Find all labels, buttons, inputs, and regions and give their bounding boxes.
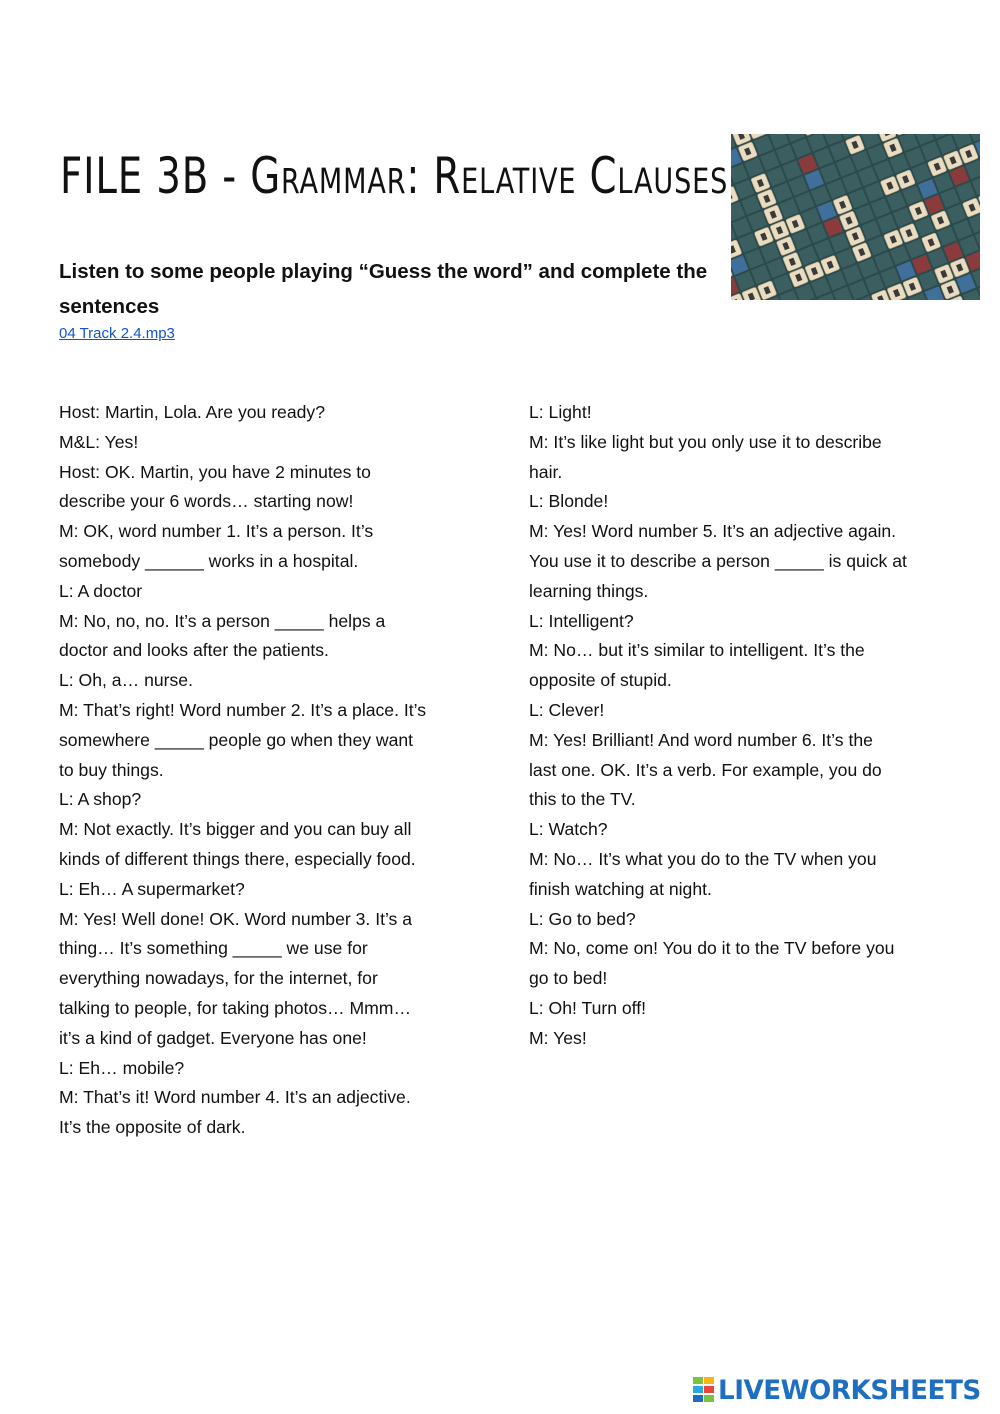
- dialogue-column-right: [529, 398, 954, 1054]
- dialogue-line: M: No… It’s what you do to the TV when you: [529, 848, 877, 869]
- dialogue-line: M: No, no, no. It’s a person _____ helps a: [59, 610, 386, 631]
- dialogue-line: M: Yes! Brilliant! And word number 6. It’s the: [529, 729, 873, 750]
- dialogue-line: L: Eh… mobile?: [59, 1057, 185, 1078]
- dialogue-line: L: Clever!: [529, 699, 605, 720]
- dialogue-line: L: A doctor: [59, 580, 143, 601]
- dialogue-line: M: Yes! Word number 5. It’s an adjective again.: [529, 521, 897, 542]
- dialogue-line: Host: OK. Martin, you have 2 minutes to: [59, 461, 371, 482]
- dialogue-line: everything nowadays, for the internet, for: [59, 968, 378, 989]
- dialogue-line: M: That’s right! Word number 2. It’s a place. It’s: [59, 699, 427, 720]
- page-title: [60, 126, 729, 226]
- dialogue-line: L: Light!: [529, 402, 592, 422]
- audio-track-link[interactable]: 04 Track 2.4.mp3: [59, 325, 175, 342]
- scrabble-board-photo: [731, 134, 980, 300]
- title-prefix: FILE 3B -: [60, 147, 251, 205]
- dialogue-line: M: It’s like light but you only use it to describe: [529, 431, 882, 452]
- dialogue-line: to buy things.: [59, 759, 164, 780]
- dialogue-line: learning things.: [529, 580, 649, 601]
- dialogue-line: finish watching at night.: [529, 878, 712, 899]
- dialogue-line: this to the TV.: [529, 789, 636, 810]
- dialogue-line: opposite of stupid.: [529, 670, 672, 691]
- dialogue-line: doctor and looks after the patients.: [59, 640, 329, 661]
- instruction-heading: Listen to some people playing “Guess the word” and complete the sentences: [59, 260, 708, 318]
- dialogue-line: hair.: [529, 461, 563, 482]
- dialogue-line: L: Oh, a… nurse.: [59, 670, 193, 691]
- dialogue-line: kinds of different things there, especially food.: [59, 848, 416, 869]
- dialogue-line: L: Watch?: [529, 819, 608, 840]
- dialogue-line: last one. OK. It’s a verb. For example, you do: [529, 759, 882, 780]
- dialogue-line: Host: Martin, Lola. Are you ready?: [59, 402, 325, 422]
- dialogue-line: M: Yes!: [529, 1027, 587, 1048]
- liveworksheets-logo-icon: [693, 1377, 715, 1403]
- dialogue-line: L: Blonde!: [529, 491, 609, 512]
- dialogue-column-left: [59, 398, 479, 1143]
- dialogue-line: L: Oh! Turn off!: [529, 997, 647, 1018]
- dialogue-line: go to bed!: [529, 968, 608, 989]
- dialogue-line: M: Not exactly. It’s bigger and you can buy all: [59, 819, 412, 840]
- liveworksheets-brand: LIVEWORKSHEETS: [718, 1374, 981, 1406]
- liveworksheets-footer: [693, 1372, 993, 1408]
- dialogue-line: You use it to describe a person _____ is quick at: [529, 550, 907, 571]
- dialogue-line: thing… It’s something _____ we use for: [59, 938, 368, 959]
- title-main: Grammar: Relative Clauses: [250, 147, 729, 205]
- dialogue-line: L: Go to bed?: [529, 908, 636, 929]
- dialogue-line: somewhere _____ people go when they want: [59, 729, 414, 750]
- dialogue-line: M: No… but it’s similar to intelligent. It’s the: [529, 640, 865, 661]
- dialogue-line: M&L: Yes!: [59, 431, 139, 452]
- dialogue-line: L: A shop?: [59, 789, 142, 810]
- dialogue-line: somebody ______ works in a hospital.: [59, 550, 359, 571]
- dialogue-line: It’s the opposite of dark.: [59, 1117, 246, 1138]
- dialogue-line: M: That’s it! Word number 4. It’s an adjective.: [59, 1087, 411, 1108]
- dialogue-line: talking to people, for taking photos… Mmm…: [59, 997, 412, 1018]
- dialogue-line: L: Intelligent?: [529, 610, 634, 631]
- dialogue-line: L: Eh… A supermarket?: [59, 878, 245, 899]
- dialogue-line: it’s a kind of gadget. Everyone has one!: [59, 1027, 367, 1048]
- dialogue-line: M: Yes! Well done! OK. Word number 3. It’s a: [59, 908, 413, 929]
- dialogue-line: describe your 6 words… starting now!: [59, 491, 354, 512]
- dialogue-line: M: OK, word number 1. It’s a person. It’s: [59, 521, 374, 542]
- dialogue-line: M: No, come on! You do it to the TV before you: [529, 938, 895, 959]
